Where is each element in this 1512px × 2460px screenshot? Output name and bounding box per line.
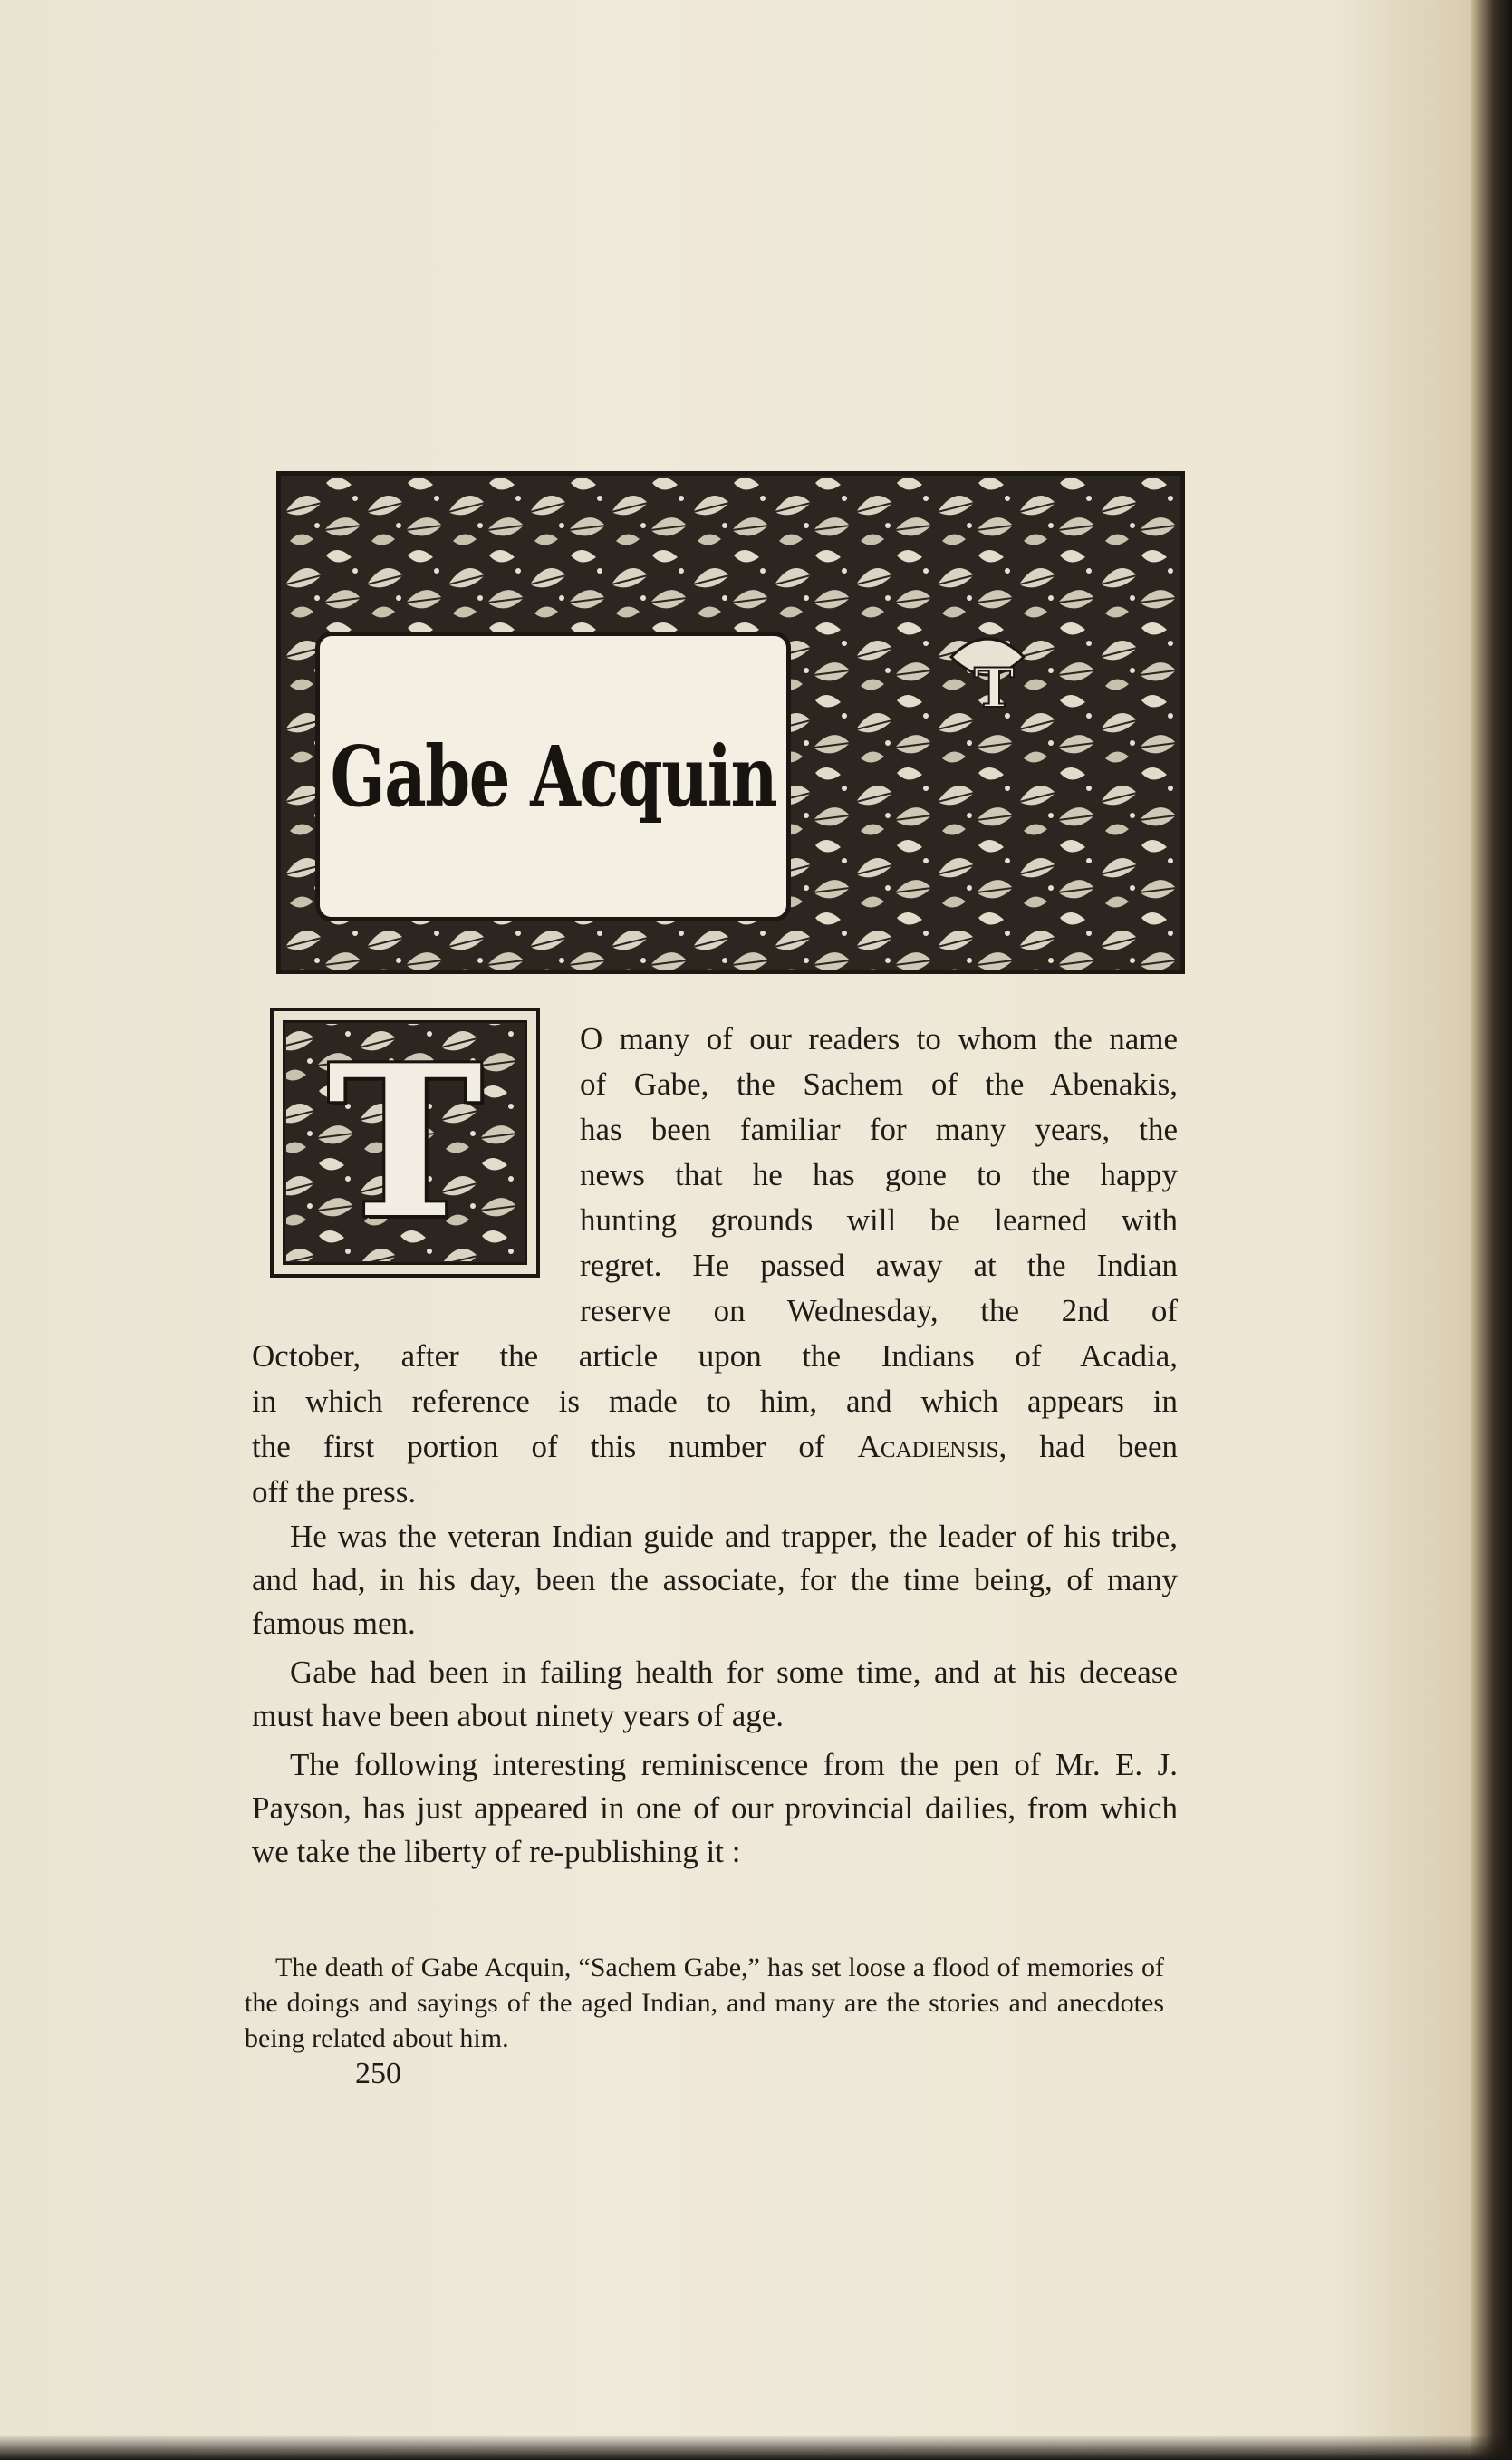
paragraph-4: The following interesting reminiscence from the pen of Mr. E. J. Payson, has just appeared in one of our provincial dailies, from which we take the liberty of re-publishing it : (252, 1747, 1178, 1869)
text-segment: , had been (998, 1429, 1178, 1464)
paragraph-3: Gabe had been in failing health for some time, and at his decease must have been about ninety years of age. (252, 1654, 1178, 1733)
drop-cap-letter: T (327, 1020, 483, 1265)
title-ornament (276, 471, 1185, 974)
paragraph-1-continued (252, 1334, 1178, 1515)
journal-name: Acadiensis (857, 1429, 999, 1464)
paragraph-2: He was the veteran Indian guide and trapper, the leader of his tribe, and had, in his day, been the associate, for the time being, of many famous men. (252, 1519, 1178, 1641)
drop-cap (270, 1008, 540, 1278)
text-line: regret. He passed away at the Indian (580, 1248, 1178, 1283)
page-number: 250 (355, 2057, 401, 2090)
title-panel (315, 632, 791, 921)
page-edge-shadow (1471, 0, 1512, 2460)
text-line: reserve on Wednesday, the 2nd of (580, 1293, 1178, 1328)
text-line: of Gabe, the Sachem of the Abenakis, (580, 1066, 1178, 1102)
text-line: has been familiar for many years, the (580, 1112, 1178, 1147)
page-bottom-shadow (0, 2435, 1512, 2460)
svg-text:T: T (974, 657, 1015, 720)
text-line: hunting grounds will be learned with (580, 1202, 1178, 1238)
text-line: in which reference is made to him, and which appears in (252, 1384, 1178, 1419)
text-line-with-journal (252, 1424, 1178, 1470)
text-line: news that he has gone to the happy (580, 1157, 1178, 1192)
text-line: October, after the article upon the Indians of Acadia, (252, 1338, 1178, 1374)
text-line: off the press. (252, 1474, 417, 1510)
text-segment: the first portion of this number of (252, 1429, 858, 1464)
article-title: Gabe Acquin (330, 728, 776, 825)
text-line: O many of our readers to whom the name (580, 1021, 1178, 1056)
paragraph-1-beside-cap (580, 1017, 1178, 1334)
quoted-excerpt: The death of Gabe Acquin, “Sachem Gabe,” has set loose a flood of memories of the doings and sayings of the aged Indian, and many are the stories and anecdotes being related about him. (245, 1953, 1164, 2053)
